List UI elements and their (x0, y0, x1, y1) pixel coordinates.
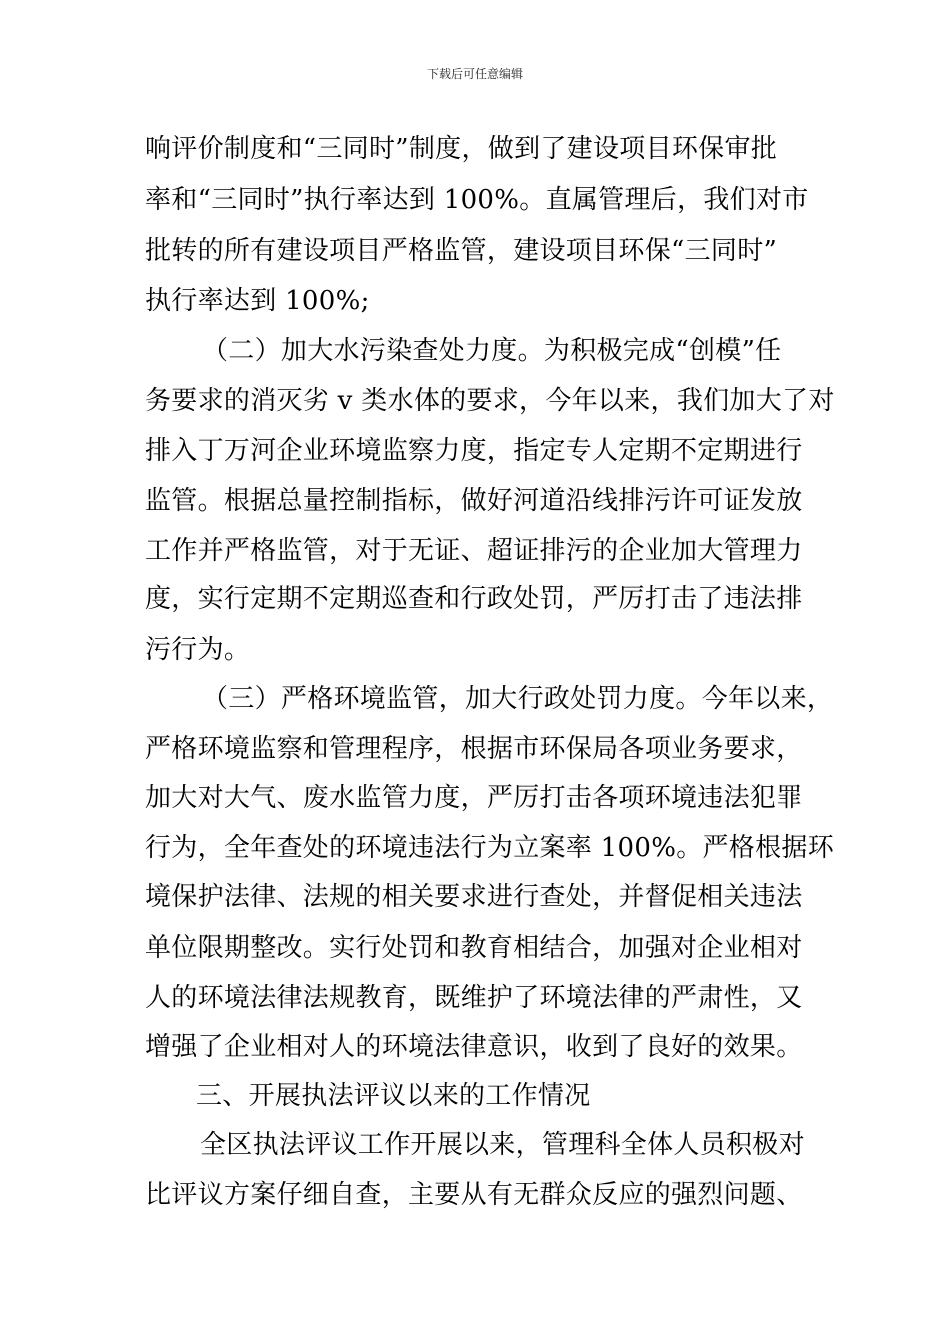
text-line: 人的环境法律法规教育，既维护了环境法律的严肃性，又 (145, 983, 803, 1013)
text-line: 执行率达到 100%; (145, 286, 370, 316)
text-line: 务要求的消灭劣 v 类水体的要求，今年以来，我们加大了对 (145, 386, 835, 416)
text-line: 严格环境监察和管理程序，根据市环保局各项业务要求， (145, 734, 803, 764)
text-line: （三）严格环境监管，加大行政处罚力度。今年以来， (202, 684, 834, 714)
text-line: 率和“三同时”执行率达到 100%。直属管理后，我们对市 (145, 185, 809, 215)
header-note: 下载后可任意编辑 (426, 67, 523, 81)
text-line: 增强了企业相对人的环境法律意识，收到了良好的效果。 (145, 1032, 803, 1062)
text-line: 排入丁万河企业环境监察力度，指定专人定期不定期进行 (145, 436, 803, 466)
text-line: 单位限期整改。实行处罚和教育相结合，加强对企业相对 (145, 933, 803, 963)
section-heading: 三、开展执法评议以来的工作情况 (196, 1081, 591, 1111)
text-line: 响评价制度和“三同时”制度，做到了建设项目环保审批 (145, 134, 778, 164)
text-line: 批转的所有建设项目严格监管，建设项目环保“三同时” (145, 236, 778, 266)
text-line: 工作并严格监管，对于无证、超证排污的企业加大管理力 (145, 536, 803, 566)
text-line: 行为，全年查处的环境违法行为立案率 100%。严格根据环 (145, 833, 834, 863)
text-line: 境保护法律、法规的相关要求进行查处，并督促相关违法 (145, 882, 803, 912)
text-line: 比评议方案仔细自查，主要从有无群众反应的强烈问题、 (145, 1180, 803, 1210)
text-line: 全区执法评议工作开展以来，管理科全体人员积极对 (200, 1130, 805, 1160)
text-line: 度，实行定期不定期巡查和行政处罚，严厉打击了违法排 (145, 584, 803, 614)
text-line: 监管。根据总量控制指标，做好河道沿线排污许可证发放 (145, 486, 803, 516)
text-line: （二）加大水污染查处力度。为积极完成“创模”任 (202, 336, 782, 366)
text-line: 污行为。 (145, 635, 251, 665)
text-line: 加大对大气、废水监管力度，严厉打击各项环境违法犯罪 (145, 783, 803, 813)
